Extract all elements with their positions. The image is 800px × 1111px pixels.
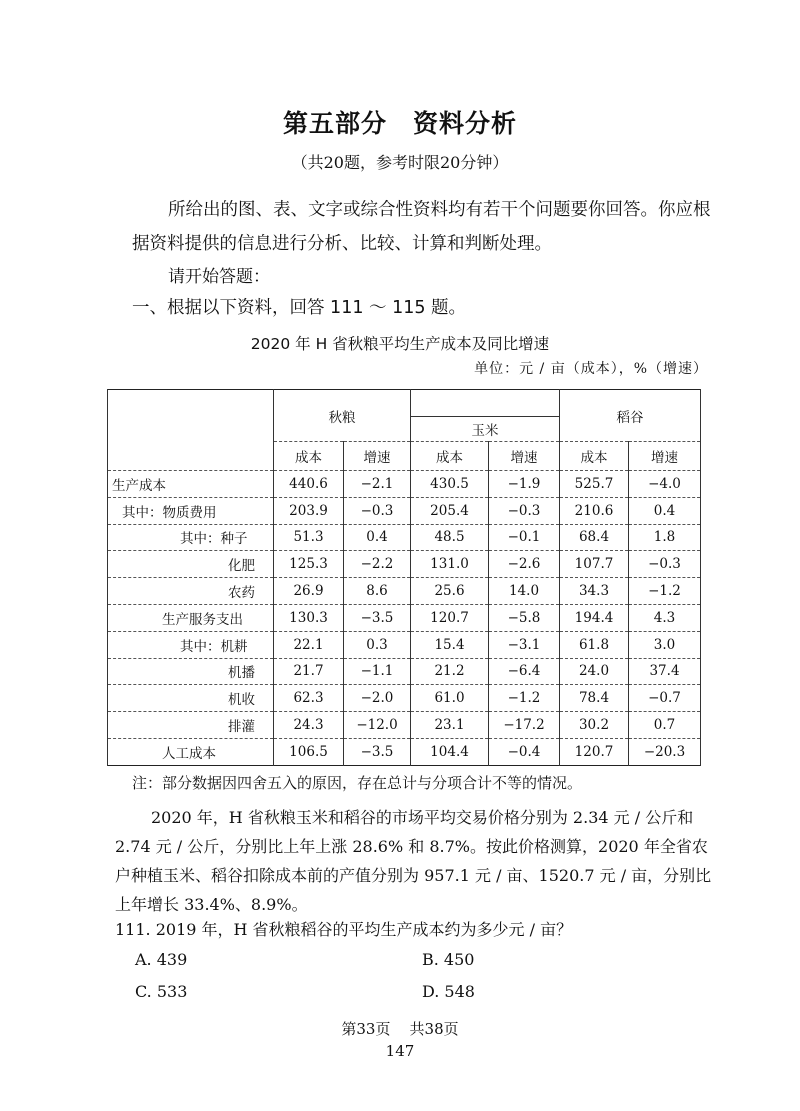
page-title: 第五部分 资料分析	[282, 109, 518, 138]
table-cell: −2.2	[344, 551, 411, 578]
table-cell: −1.2	[629, 578, 701, 605]
table-cell: 203.9	[274, 497, 344, 524]
table-cell: 3.0	[629, 631, 701, 658]
table-cell: 120.7	[411, 604, 489, 631]
table-cell: −4.0	[629, 471, 701, 498]
section-subtitle: （共20题，参考时限20分钟）	[291, 153, 509, 172]
table-cell: −0.1	[489, 524, 560, 551]
table-cell: 21.2	[411, 658, 489, 685]
row-label: 其中：种子	[108, 524, 274, 551]
group-header: 秋粮	[274, 390, 411, 442]
table-cell: 0.3	[344, 631, 411, 658]
table-cell: 30.2	[560, 712, 629, 739]
table-header-row	[108, 390, 701, 417]
option-c[interactable]: C. 533	[135, 982, 188, 1001]
group-header: 稻谷	[560, 390, 701, 442]
table-cell: −3.5	[344, 738, 411, 765]
table-cell: −0.3	[629, 551, 701, 578]
table-row	[108, 471, 701, 498]
table-cell: 125.3	[274, 551, 344, 578]
table-cell: 25.6	[411, 578, 489, 605]
row-label: 其中：机耕	[108, 631, 274, 658]
table-cell: 0.4	[629, 497, 701, 524]
table-cell: 194.4	[560, 604, 629, 631]
table-row	[108, 658, 701, 685]
subheader-growth: 增速	[489, 442, 560, 471]
option-d[interactable]: D. 548	[422, 982, 475, 1001]
table-cell: 525.7	[560, 471, 629, 498]
table-cell: −6.4	[489, 658, 560, 685]
table-cell: −20.3	[629, 738, 701, 765]
table-caption: 2020 年 H 省秋粮平均生产成本及同比增速	[250, 335, 550, 353]
table-cell: −0.3	[489, 497, 560, 524]
row-label: 其中：物质费用	[108, 497, 274, 524]
subheader-cost: 成本	[411, 442, 489, 471]
table-cell: 430.5	[411, 471, 489, 498]
table-row	[108, 685, 701, 712]
row-label: 机收	[108, 685, 274, 712]
row-label: 人工成本	[108, 738, 274, 765]
table-cell: 8.6	[344, 578, 411, 605]
table-note: 注：部分数据因四舍五入的原因，存在总计与分项合计不等的情况。	[132, 774, 583, 792]
table-cell: 4.3	[629, 604, 701, 631]
table-cell: 210.6	[560, 497, 629, 524]
table-cell: 78.4	[560, 685, 629, 712]
table-cell: 21.7	[274, 658, 344, 685]
table-cell: 68.4	[560, 524, 629, 551]
table-row	[108, 712, 701, 739]
table-row	[108, 551, 701, 578]
table-cell: −3.5	[344, 604, 411, 631]
row-label: 农药	[108, 578, 274, 605]
subheader-cost: 成本	[274, 442, 344, 471]
table-cell: 14.0	[489, 578, 560, 605]
table-cell: −1.2	[489, 685, 560, 712]
page-footer: 第33页 共38页	[341, 1020, 459, 1038]
row-label: 机播	[108, 658, 274, 685]
table-cell: 24.0	[560, 658, 629, 685]
subheader-cost: 成本	[560, 442, 629, 471]
page-number: 147	[385, 1042, 415, 1060]
table-cell: 15.4	[411, 631, 489, 658]
table-cell: −0.4	[489, 738, 560, 765]
table-cell: 51.3	[274, 524, 344, 551]
table-row	[108, 578, 701, 605]
start-instruction: 请开始答题：	[168, 267, 270, 287]
option-a[interactable]: A. 439	[135, 950, 188, 969]
subheader-growth: 增速	[344, 442, 411, 471]
group-header: 玉米	[411, 417, 560, 442]
table-row	[108, 604, 701, 631]
table-cell: 61.0	[411, 685, 489, 712]
table-cell: 24.3	[274, 712, 344, 739]
table-cell: 106.5	[274, 738, 344, 765]
table-unit: 单位：元 / 亩（成本），%（增速）	[474, 361, 708, 377]
table-cell: 0.4	[344, 524, 411, 551]
row-label: 化肥	[108, 551, 274, 578]
table-cell: 205.4	[411, 497, 489, 524]
row-label: 生产成本	[108, 471, 274, 498]
intro-paragraph: 所给出的图、表、文字或综合性资料均有若干个问题要你回答。你应根据资料提供的信息进行分析、比较、计算和判断处理。	[132, 200, 711, 254]
table-cell: 22.1	[274, 631, 344, 658]
table-cell: −1.1	[344, 658, 411, 685]
table-cell: 0.7	[629, 712, 701, 739]
table-cell: −0.7	[629, 685, 701, 712]
table-cell: 1.8	[629, 524, 701, 551]
table-cell: −1.9	[489, 471, 560, 498]
cost-table	[107, 389, 701, 766]
table-cell: −17.2	[489, 712, 560, 739]
table-row	[108, 631, 701, 658]
table-cell: 26.9	[274, 578, 344, 605]
table-cell: −3.1	[489, 631, 560, 658]
table-row	[108, 524, 701, 551]
table-cell: −5.8	[489, 604, 560, 631]
table-cell: 104.4	[411, 738, 489, 765]
row-label: 排灌	[108, 712, 274, 739]
table-cell: −12.0	[344, 712, 411, 739]
corner-cell	[108, 390, 274, 471]
question-stem: 111. 2019 年，H 省秋粮稻谷的平均生产成本约为多少元 / 亩？	[115, 920, 573, 939]
table-row	[108, 738, 701, 765]
table-cell: 23.1	[411, 712, 489, 739]
table-cell: 107.7	[560, 551, 629, 578]
table-cell: 61.8	[560, 631, 629, 658]
body-paragraph: 2020 年，H 省秋粮玉米和稻谷的市场平均交易价格分别为 2.34 元 / 公斤和 2.74 元 / 公斤，分别比上年上涨 28.6% 和 8.7%。按此价格测算，2020 年全省农户种植玉米、稻谷扣除成本前的产值分别为 957.1 元 / 亩、1520.7 元 / 亩，分别比上年增长 33.4%、8.9%。	[115, 808, 712, 914]
row-label: 生产服务支出	[108, 604, 274, 631]
table-cell: 440.6	[274, 471, 344, 498]
table-cell: −0.3	[344, 497, 411, 524]
table-cell: 120.7	[560, 738, 629, 765]
table-cell: 37.4	[629, 658, 701, 685]
option-b[interactable]: B. 450	[422, 950, 475, 969]
table-cell: −2.0	[344, 685, 411, 712]
table-cell: 48.5	[411, 524, 489, 551]
table-cell: −2.6	[489, 551, 560, 578]
table-cell: 34.3	[560, 578, 629, 605]
table-cell: 130.3	[274, 604, 344, 631]
question-group-heading: 一、根据以下资料，回答 111 ～ 115 题。	[132, 298, 467, 318]
table-cell: −2.1	[344, 471, 411, 498]
table-cell: 131.0	[411, 551, 489, 578]
table-cell: 62.3	[274, 685, 344, 712]
table-row	[108, 497, 701, 524]
subheader-growth: 增速	[629, 442, 701, 471]
